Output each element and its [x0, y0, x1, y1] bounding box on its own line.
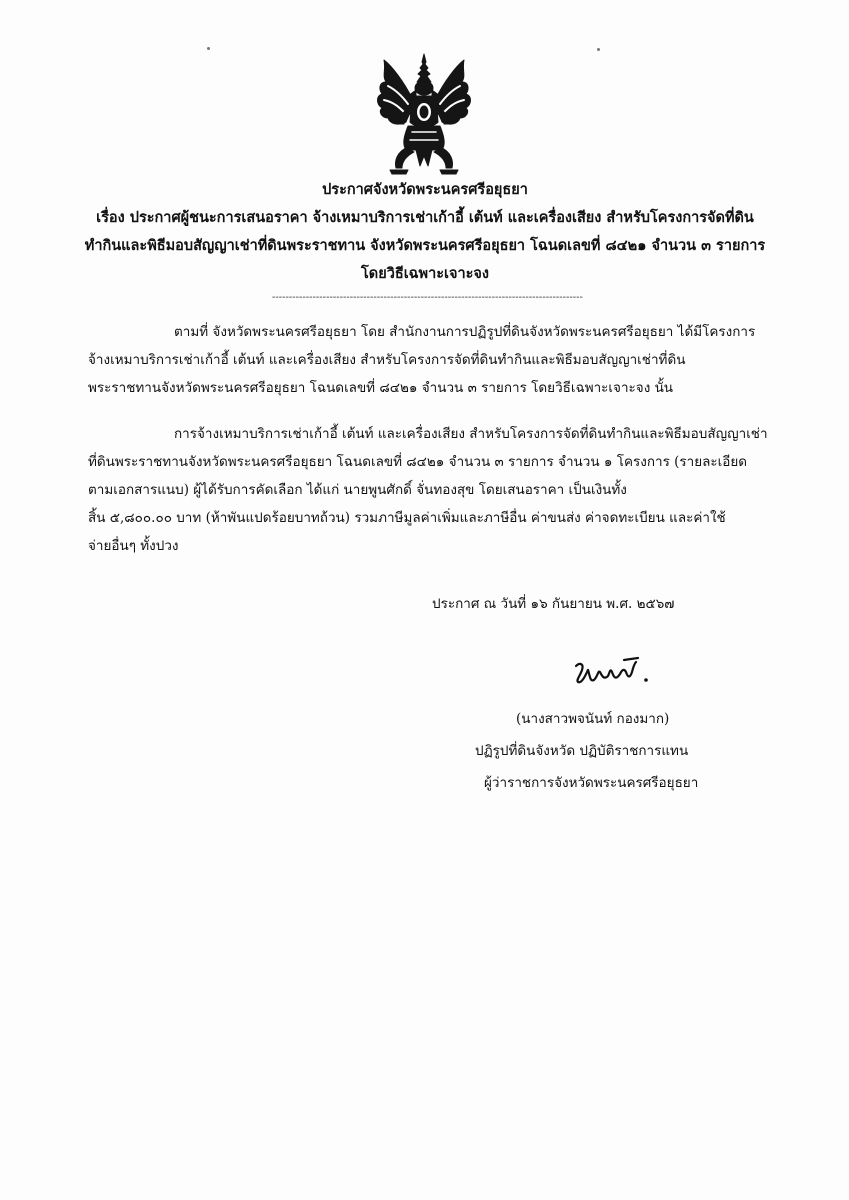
- subject-line: โดยวิธีเฉพาะเจาะจง: [361, 265, 489, 282]
- announcement-date: ประกาศ ณ วันที่ ๑๖ กันยายน พ.ศ. ๒๕๖๗: [432, 596, 675, 612]
- paragraph-line: ที่ดินพระราชทานจังหวัดพระนครศรีอยุธยา โฉนดเลขที่ ๘๔๒๑ จำนวน ๓ รายการ จำนวน ๑ โครงการ (รายละเอียด: [88, 454, 748, 470]
- scan-speck: [597, 48, 600, 51]
- paragraph-line: ตามเอกสารแนบ) ผู้ได้รับการคัดเลือก ได้แก่ นายพูนศักดิ์ จั่นทองสุข โดยเสนอราคา เป็นเงินทั้ง: [88, 482, 627, 498]
- subject-line: ทำกินและพิธีมอบสัญญาเช่าที่ดินพระราชทาน จังหวัดพระนครศรีอยุธยา โฉนดเลขที่ ๘๔๒๑ จำนวน ๓ รายการ: [84, 237, 766, 254]
- handwritten-signature: [570, 652, 654, 696]
- signatory-name: (นางสาวพจนันท์ กองมาก): [516, 711, 670, 727]
- subject-line: เรื่อง ประกาศผู้ชนะการเสนอราคา จ้างเหมาบริการเช่าเก้าอี้ เต้นท์ และเครื่องเสียง สำหรับโครงการจัดที่ดิน: [96, 209, 754, 226]
- paragraph-line: ตามที่ จังหวัดพระนครศรีอยุธยา โดย สำนักงานการปฏิรูปที่ดินจังหวัดพระนครศรีอยุธยา ได้มีโครงการ: [174, 324, 756, 340]
- document-title: ประกาศจังหวัดพระนครศรีอยุธยา: [322, 181, 528, 198]
- document-subject: [60, 204, 790, 288]
- garuda-emblem-icon: [368, 52, 480, 176]
- body-paragraph-2: [88, 420, 778, 560]
- scan-speck: [207, 47, 210, 50]
- signatory-title: ผู้ว่าราชการจังหวัดพระนครศรีอยุธยา: [484, 775, 699, 791]
- separator-line: --------------------------------------------------------------------------------------------: [272, 292, 583, 303]
- paragraph-line: สิ้น ๕,๘๐๐.๐๐ บาท (ห้าพันแปดร้อยบาทถ้วน) รวมภาษีมูลค่าเพิ่มและภาษีอื่น ค่าขนส่ง ค่าจดทะเบียน และค่าใช้: [88, 510, 726, 526]
- paragraph-line: จ้างเหมาบริการเช่าเก้าอี้ เต้นท์ และเครื่องเสียง สำหรับโครงการจัดที่ดินทำกินและพิธีมอบสัญญาเช่าที่ดิน: [88, 352, 686, 368]
- paragraph-line: จ่ายอื่นๆ ทั้งปวง: [88, 538, 179, 554]
- body-paragraph-1: [88, 318, 778, 402]
- paragraph-line: การจ้างเหมาบริการเช่าเก้าอี้ เต้นท์ และเครื่องเสียง สำหรับโครงการจัดที่ดินทำกินและพิธีมอบสัญญาเช่า: [174, 426, 768, 442]
- paragraph-line: พระราชทานจังหวัดพระนครศรีอยุธยา โฉนดเลขที่ ๘๔๒๑ จำนวน ๓ รายการ โดยวิธีเฉพาะเจาะจง นั้น: [88, 380, 674, 396]
- signatory-title: ปฏิรูปที่ดินจังหวัด ปฏิบัติราชการแทน: [475, 743, 689, 759]
